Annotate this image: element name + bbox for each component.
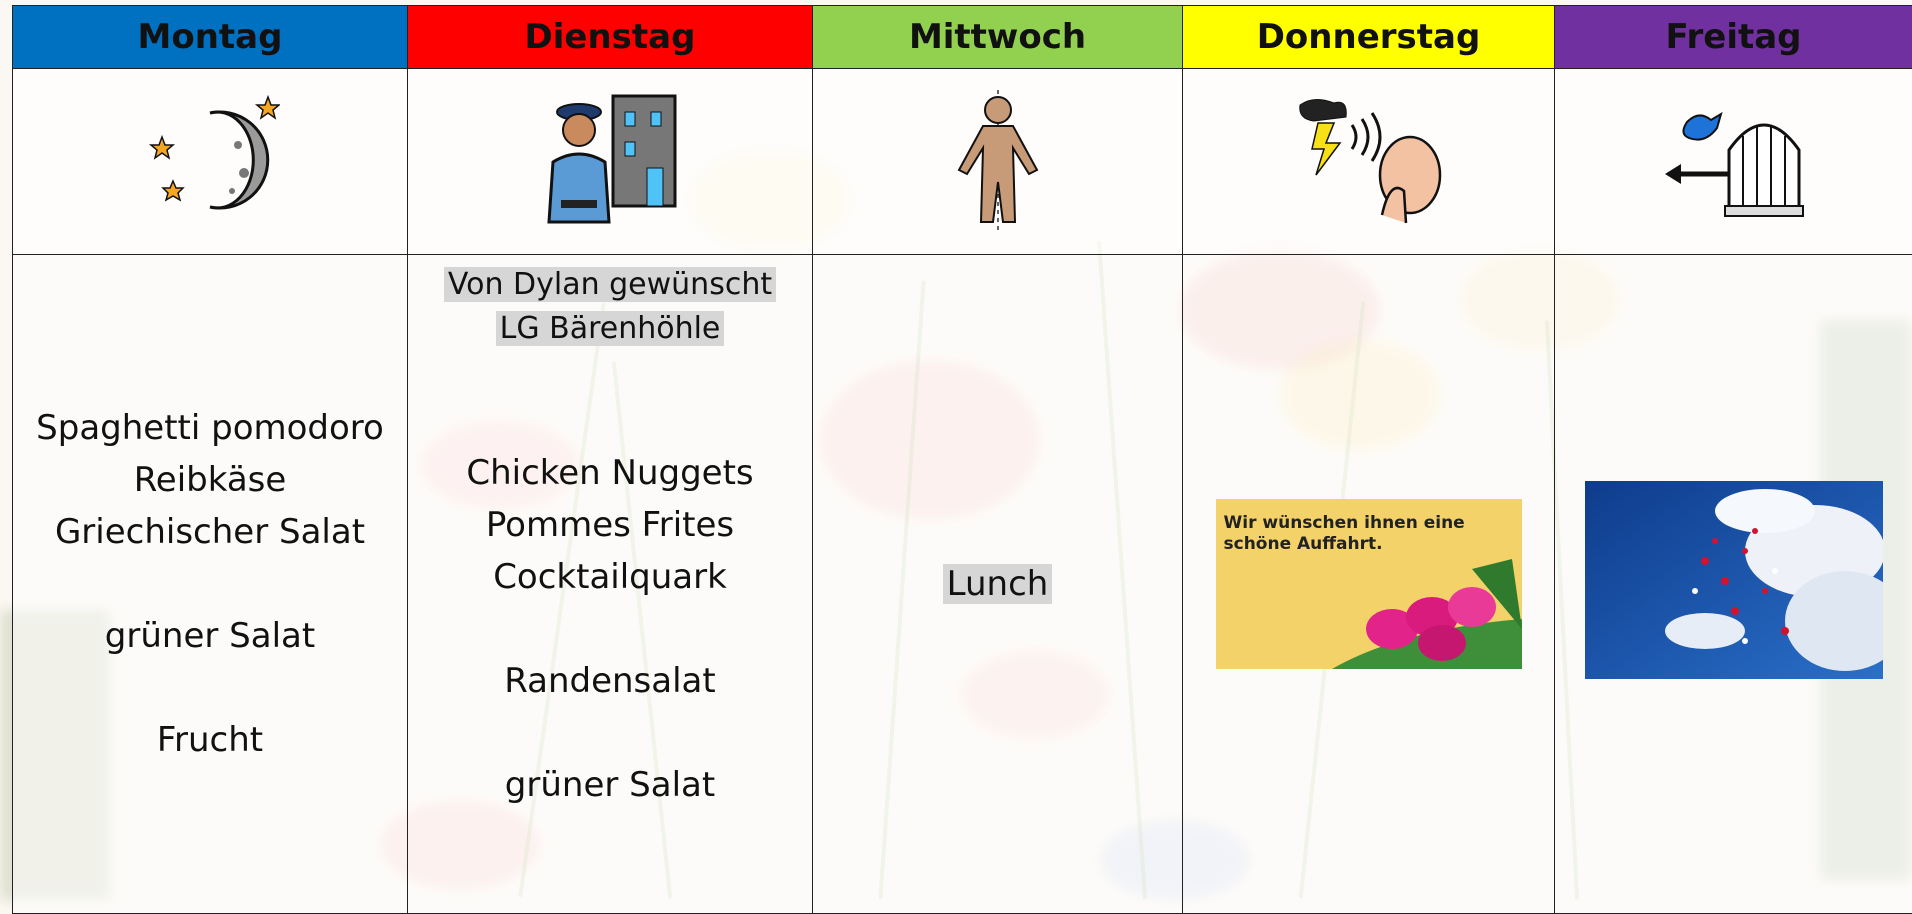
dienstag-menu-cell <box>408 255 813 914</box>
storm-ear-icon <box>1294 95 1444 225</box>
police-officer-building-icon <box>535 90 685 230</box>
menu-item: Chicken Nuggets <box>466 453 754 493</box>
auffahrt-card <box>1216 499 1522 669</box>
body-outline-icon <box>953 90 1043 230</box>
donnerstag-menu-cell <box>1183 255 1555 914</box>
menu-item: grüner Salat <box>104 616 316 656</box>
lunch-label: Lunch <box>943 564 1053 604</box>
day-header-donnerstag: Donnerstag <box>1183 6 1555 69</box>
balloons-sky-image <box>1585 481 1883 679</box>
freitag-symbol-cell <box>1555 69 1912 255</box>
montag-symbol-cell <box>13 69 408 255</box>
bird-cage-icon <box>1659 100 1809 220</box>
montag-menu <box>13 402 407 766</box>
day-header-mittwoch: Mittwoch <box>813 6 1183 69</box>
freitag-menu-cell <box>1555 255 1912 914</box>
mittwoch-symbol-cell <box>813 69 1183 255</box>
dienstag-symbol-cell <box>408 69 813 255</box>
menu-item: Reibkäse <box>133 460 287 500</box>
wish-note-line: LG Bärenhöhle <box>496 311 725 346</box>
menu-item: Randensalat <box>504 661 716 701</box>
auffahrt-card-text: Wir wünschen ihnen eine schöne Auffahrt. <box>1223 513 1465 554</box>
mittwoch-menu-cell <box>813 255 1183 914</box>
donnerstag-symbol-cell <box>1183 69 1555 255</box>
tulips-image <box>1322 559 1522 669</box>
day-header-row <box>13 6 1912 69</box>
day-header-freitag: Freitag <box>1555 6 1912 69</box>
symbol-row <box>13 69 1912 255</box>
menu-item: Frucht <box>156 720 264 760</box>
wish-note <box>408 263 812 351</box>
menu-item: Pommes Frites <box>485 505 735 545</box>
montag-menu-cell <box>13 255 408 914</box>
menu-item: Spaghetti pomodoro <box>36 408 384 448</box>
menu-row <box>13 255 1912 914</box>
menu-item: Griechischer Salat <box>54 512 366 552</box>
menu-item: Cocktailquark <box>493 557 727 597</box>
day-header-montag: Montag <box>13 6 408 69</box>
day-header-dienstag: Dienstag <box>408 6 813 69</box>
wish-note-line: Von Dylan gewünscht <box>444 267 776 302</box>
menu-item: grüner Salat <box>504 765 716 805</box>
dienstag-menu <box>408 357 812 811</box>
weekly-menu-table <box>12 5 1912 914</box>
moon-stars-icon <box>140 95 280 225</box>
